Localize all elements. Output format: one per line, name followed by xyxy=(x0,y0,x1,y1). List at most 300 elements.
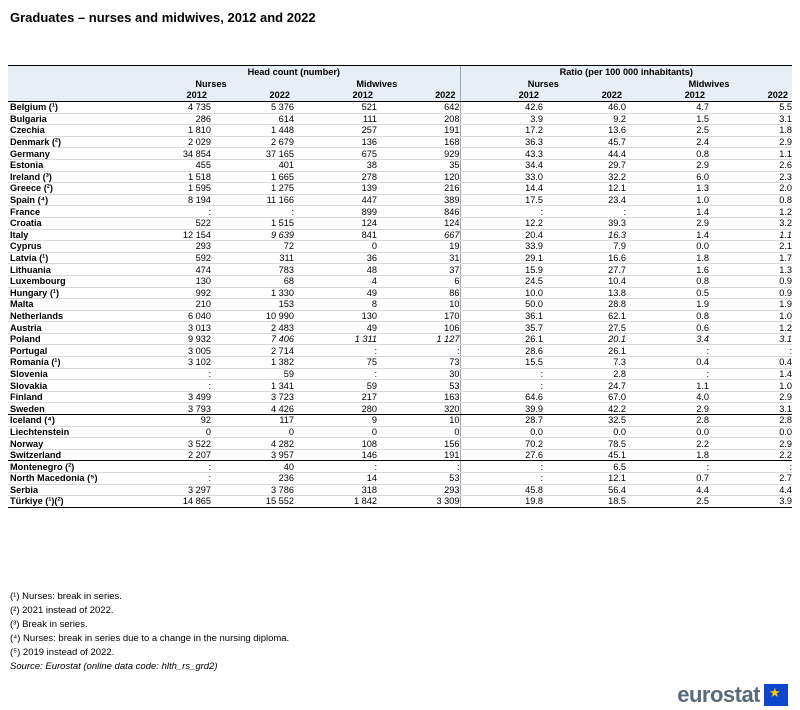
value-cell: 2 714 xyxy=(211,345,294,357)
footnotes xyxy=(10,590,289,674)
value-cell: 53 xyxy=(377,473,460,485)
value-cell: 53 xyxy=(377,380,460,392)
value-cell: 0 xyxy=(128,426,211,438)
country-cell: Luxembourg xyxy=(8,275,128,287)
value-cell: 1 595 xyxy=(128,183,211,195)
value-cell: : xyxy=(294,345,377,357)
value-cell: : xyxy=(460,380,543,392)
table-row xyxy=(8,148,792,160)
value-cell: 68 xyxy=(211,275,294,287)
value-cell: 2.8 xyxy=(709,415,792,427)
value-cell: 210 xyxy=(128,299,211,311)
value-cell: 24.5 xyxy=(460,275,543,287)
value-cell: : xyxy=(626,345,709,357)
value-cell: 111 xyxy=(294,113,377,125)
value-cell: 1.3 xyxy=(709,264,792,276)
value-cell: 4.4 xyxy=(626,484,709,496)
value-cell: 2.9 xyxy=(709,136,792,148)
value-cell: 3 723 xyxy=(211,391,294,403)
value-cell: 6.0 xyxy=(626,171,709,183)
value-cell: 120 xyxy=(377,171,460,183)
header-ratio: Ratio (per 100 000 inhabitants) xyxy=(460,66,792,78)
value-cell: : xyxy=(626,461,709,473)
value-cell: 278 xyxy=(294,171,377,183)
country-cell: Slovenia xyxy=(8,368,128,380)
value-cell: 9 xyxy=(294,415,377,427)
value-cell: 0.5 xyxy=(626,287,709,299)
data-table xyxy=(8,65,792,508)
value-cell: 1 330 xyxy=(211,287,294,299)
header-year: 2012 xyxy=(294,90,377,102)
value-cell: 36.3 xyxy=(460,136,543,148)
value-cell: : xyxy=(128,368,211,380)
value-cell: 14 xyxy=(294,473,377,485)
value-cell: 27.6 xyxy=(460,449,543,461)
value-cell: 3 522 xyxy=(128,438,211,450)
value-cell: 1 275 xyxy=(211,183,294,195)
value-cell: : xyxy=(460,473,543,485)
value-cell: 0.6 xyxy=(626,322,709,334)
value-cell: 42.2 xyxy=(543,403,626,415)
country-cell: Liechtenstein xyxy=(8,426,128,438)
country-cell: Malta xyxy=(8,299,128,311)
country-cell: Denmark (²) xyxy=(8,136,128,148)
country-cell: Cyprus xyxy=(8,241,128,253)
value-cell: 521 xyxy=(294,102,377,114)
country-cell: Norway xyxy=(8,438,128,450)
value-cell: 2.5 xyxy=(626,496,709,508)
value-cell: 1.2 xyxy=(709,322,792,334)
value-cell: 3.4 xyxy=(626,333,709,345)
value-cell: 42.6 xyxy=(460,102,543,114)
value-cell: 3.1 xyxy=(709,403,792,415)
value-cell: 2.7 xyxy=(709,473,792,485)
footnote: (⁴) Nurses: break in series due to a change in the nursing diploma. xyxy=(10,633,290,644)
table-row xyxy=(8,287,792,299)
value-cell: 16.6 xyxy=(543,252,626,264)
value-cell: 3 957 xyxy=(211,449,294,461)
value-cell: : xyxy=(294,461,377,473)
table-row xyxy=(8,171,792,183)
value-cell: 0.9 xyxy=(709,275,792,287)
value-cell: 1.8 xyxy=(626,252,709,264)
header-year: 2022 xyxy=(377,90,460,102)
value-cell: 286 xyxy=(128,113,211,125)
value-cell: 4 426 xyxy=(211,403,294,415)
table-row xyxy=(8,357,792,369)
value-cell: 12.2 xyxy=(460,217,543,229)
value-cell: 1.3 xyxy=(626,183,709,195)
country-cell: Germany xyxy=(8,148,128,160)
value-cell: 1 382 xyxy=(211,357,294,369)
value-cell: 13.6 xyxy=(543,125,626,137)
value-cell: 1.1 xyxy=(709,148,792,160)
value-cell: 75 xyxy=(294,357,377,369)
value-cell: 86 xyxy=(377,287,460,299)
value-cell: 30 xyxy=(377,368,460,380)
table-row xyxy=(8,252,792,264)
value-cell: 59 xyxy=(294,380,377,392)
value-cell: 15.5 xyxy=(460,357,543,369)
value-cell: 2.2 xyxy=(626,438,709,450)
value-cell: 9 639 xyxy=(211,229,294,241)
value-cell: 26.1 xyxy=(543,345,626,357)
value-cell: 32.5 xyxy=(543,415,626,427)
value-cell: 1.4 xyxy=(709,368,792,380)
table-row xyxy=(8,194,792,206)
value-cell: 8 xyxy=(294,299,377,311)
value-cell: 12 154 xyxy=(128,229,211,241)
value-cell: 10 xyxy=(377,415,460,427)
header-nurses: Nurses xyxy=(128,78,294,90)
value-cell: 4.7 xyxy=(626,102,709,114)
value-cell: 1.1 xyxy=(709,229,792,241)
value-cell: 191 xyxy=(377,449,460,461)
value-cell: 3 013 xyxy=(128,322,211,334)
table-row xyxy=(8,241,792,253)
value-cell: 2 029 xyxy=(128,136,211,148)
value-cell: 3.1 xyxy=(709,333,792,345)
value-cell: 1 127 xyxy=(377,333,460,345)
value-cell: 10.0 xyxy=(460,287,543,299)
value-cell: 447 xyxy=(294,194,377,206)
value-cell: 1 311 xyxy=(294,333,377,345)
value-cell: 217 xyxy=(294,391,377,403)
value-cell: 48 xyxy=(294,264,377,276)
value-cell: 0 xyxy=(211,426,294,438)
value-cell: 1 448 xyxy=(211,125,294,137)
value-cell: 136 xyxy=(294,136,377,148)
table-row xyxy=(8,368,792,380)
value-cell: 6.5 xyxy=(543,461,626,473)
value-cell: 9 932 xyxy=(128,333,211,345)
value-cell: 1.5 xyxy=(626,113,709,125)
table-row xyxy=(8,102,792,114)
value-cell: 39.3 xyxy=(543,217,626,229)
value-cell: 4 282 xyxy=(211,438,294,450)
country-cell: Spain (⁴) xyxy=(8,194,128,206)
value-cell: 36 xyxy=(294,252,377,264)
value-cell: 1 842 xyxy=(294,496,377,508)
value-cell: 3 499 xyxy=(128,391,211,403)
value-cell: 3.1 xyxy=(709,113,792,125)
value-cell: : xyxy=(460,368,543,380)
value-cell: : xyxy=(128,461,211,473)
value-cell: 34.4 xyxy=(460,159,543,171)
value-cell: 929 xyxy=(377,148,460,160)
value-cell: 1.8 xyxy=(626,449,709,461)
footnote: (⁵) 2019 instead of 2022. xyxy=(10,647,115,658)
value-cell: 216 xyxy=(377,183,460,195)
value-cell: 6 xyxy=(377,275,460,287)
value-cell: 2 207 xyxy=(128,449,211,461)
value-cell: 2.3 xyxy=(709,171,792,183)
value-cell: 522 xyxy=(128,217,211,229)
value-cell: 4.0 xyxy=(626,391,709,403)
value-cell: 14.4 xyxy=(460,183,543,195)
value-cell: 26.1 xyxy=(460,333,543,345)
value-cell: 35.7 xyxy=(460,322,543,334)
value-cell: 846 xyxy=(377,206,460,218)
country-cell: Ireland (³) xyxy=(8,171,128,183)
value-cell: 2.5 xyxy=(626,125,709,137)
country-cell: Sweden xyxy=(8,403,128,415)
value-cell: 667 xyxy=(377,229,460,241)
value-cell: 29.7 xyxy=(543,159,626,171)
value-cell: 642 xyxy=(377,102,460,114)
eu-flag-icon xyxy=(764,684,788,706)
value-cell: 163 xyxy=(377,391,460,403)
value-cell: 92 xyxy=(128,415,211,427)
value-cell: : xyxy=(128,206,211,218)
country-cell: Montenegro (²) xyxy=(8,461,128,473)
table-row xyxy=(8,345,792,357)
value-cell: 117 xyxy=(211,415,294,427)
value-cell: 841 xyxy=(294,229,377,241)
value-cell: 0.8 xyxy=(709,194,792,206)
value-cell: 0.8 xyxy=(626,148,709,160)
value-cell: 27.5 xyxy=(543,322,626,334)
source-note: Source: Eurostat (online data code: hlth_rs_grd2) xyxy=(10,661,218,672)
value-cell: 3.2 xyxy=(709,217,792,229)
country-cell: Switzerland xyxy=(8,449,128,461)
table-row xyxy=(8,113,792,125)
value-cell: 2 483 xyxy=(211,322,294,334)
table-row xyxy=(8,473,792,485)
value-cell: 3 309 xyxy=(377,496,460,508)
value-cell: : xyxy=(128,473,211,485)
country-cell: Latvia (¹) xyxy=(8,252,128,264)
value-cell: 7.9 xyxy=(543,241,626,253)
table-row xyxy=(8,333,792,345)
value-cell: 78.5 xyxy=(543,438,626,450)
value-cell: 0 xyxy=(377,426,460,438)
table-row xyxy=(8,461,792,473)
value-cell: 614 xyxy=(211,113,294,125)
table-row xyxy=(8,496,792,508)
value-cell: 49 xyxy=(294,287,377,299)
page-title: Graduates – nurses and midwives, 2012 and 2022 xyxy=(10,10,316,25)
value-cell: 70.2 xyxy=(460,438,543,450)
value-cell: 24.7 xyxy=(543,380,626,392)
country-cell: Croatia xyxy=(8,217,128,229)
value-cell: 12.1 xyxy=(543,183,626,195)
value-cell: 73 xyxy=(377,357,460,369)
header-year: 2012 xyxy=(460,90,543,102)
value-cell: 280 xyxy=(294,403,377,415)
header-nurses: Nurses xyxy=(460,78,626,90)
value-cell: 1 341 xyxy=(211,380,294,392)
value-cell: 15 552 xyxy=(211,496,294,508)
value-cell: 1.6 xyxy=(626,264,709,276)
value-cell: 45.8 xyxy=(460,484,543,496)
value-cell: 257 xyxy=(294,125,377,137)
value-cell: 38 xyxy=(294,159,377,171)
country-cell: Serbia xyxy=(8,484,128,496)
value-cell: 20.4 xyxy=(460,229,543,241)
value-cell: 33.9 xyxy=(460,241,543,253)
logo-text: eurostat xyxy=(677,682,760,707)
value-cell: 27.7 xyxy=(543,264,626,276)
value-cell: 3.9 xyxy=(709,496,792,508)
header-year: 2022 xyxy=(709,90,792,102)
value-cell: 37 165 xyxy=(211,148,294,160)
footnote: (³) Break in series. xyxy=(10,619,88,630)
value-cell: 2.8 xyxy=(626,415,709,427)
country-cell: Iceland (⁴) xyxy=(8,415,128,427)
value-cell: 3 005 xyxy=(128,345,211,357)
value-cell: 1.8 xyxy=(709,125,792,137)
value-cell: 39.9 xyxy=(460,403,543,415)
table-body xyxy=(8,102,792,508)
value-cell: 1.9 xyxy=(709,299,792,311)
value-cell: 1 665 xyxy=(211,171,294,183)
value-cell: 7.3 xyxy=(543,357,626,369)
value-cell: : xyxy=(294,368,377,380)
value-cell: 33.0 xyxy=(460,171,543,183)
table-row xyxy=(8,299,792,311)
country-cell: Poland xyxy=(8,333,128,345)
table-row xyxy=(8,426,792,438)
value-cell: 45.7 xyxy=(543,136,626,148)
value-cell: 168 xyxy=(377,136,460,148)
value-cell: 13.8 xyxy=(543,287,626,299)
value-cell: 0.0 xyxy=(460,426,543,438)
value-cell: 1.0 xyxy=(709,310,792,322)
value-cell: 191 xyxy=(377,125,460,137)
value-cell: 11 166 xyxy=(211,194,294,206)
value-cell: 675 xyxy=(294,148,377,160)
value-cell: 17.5 xyxy=(460,194,543,206)
table-row xyxy=(8,391,792,403)
value-cell: 0.0 xyxy=(626,241,709,253)
table-row xyxy=(8,229,792,241)
value-cell: 1.7 xyxy=(709,252,792,264)
value-cell: 108 xyxy=(294,438,377,450)
value-cell: 474 xyxy=(128,264,211,276)
value-cell: 236 xyxy=(211,473,294,485)
value-cell: 35 xyxy=(377,159,460,171)
value-cell: 3 786 xyxy=(211,484,294,496)
value-cell: 44.4 xyxy=(543,148,626,160)
value-cell: 72 xyxy=(211,241,294,253)
value-cell: 49 xyxy=(294,322,377,334)
value-cell: 50.0 xyxy=(460,299,543,311)
value-cell: 1.2 xyxy=(709,206,792,218)
value-cell: 320 xyxy=(377,403,460,415)
value-cell: 2.2 xyxy=(709,449,792,461)
value-cell: 9.2 xyxy=(543,113,626,125)
value-cell: 32.2 xyxy=(543,171,626,183)
value-cell: 0.4 xyxy=(709,357,792,369)
value-cell: 4.4 xyxy=(709,484,792,496)
value-cell: 389 xyxy=(377,194,460,206)
value-cell: 4 735 xyxy=(128,102,211,114)
value-cell: 130 xyxy=(294,310,377,322)
value-cell: 2.9 xyxy=(709,391,792,403)
value-cell: 15.9 xyxy=(460,264,543,276)
value-cell: 0 xyxy=(294,426,377,438)
table-row xyxy=(8,438,792,450)
country-cell: France xyxy=(8,206,128,218)
value-cell: 14 865 xyxy=(128,496,211,508)
value-cell: 2.6 xyxy=(709,159,792,171)
value-cell: : xyxy=(626,368,709,380)
table-row xyxy=(8,415,792,427)
country-cell: North Macedonia (⁵) xyxy=(8,473,128,485)
value-cell: 1 518 xyxy=(128,171,211,183)
value-cell: 455 xyxy=(128,159,211,171)
value-cell: : xyxy=(543,206,626,218)
value-cell: 64.6 xyxy=(460,391,543,403)
value-cell: 4 xyxy=(294,275,377,287)
value-cell: 293 xyxy=(128,241,211,253)
value-cell: 3.9 xyxy=(460,113,543,125)
value-cell: 124 xyxy=(294,217,377,229)
table-row xyxy=(8,125,792,137)
value-cell: 10 990 xyxy=(211,310,294,322)
value-cell: 10 xyxy=(377,299,460,311)
country-cell: Türkiye (¹)(²) xyxy=(8,496,128,508)
value-cell: 0.4 xyxy=(626,357,709,369)
table-row xyxy=(8,206,792,218)
value-cell: 10.4 xyxy=(543,275,626,287)
value-cell: 34 854 xyxy=(128,148,211,160)
value-cell: 170 xyxy=(377,310,460,322)
value-cell: 2.9 xyxy=(626,217,709,229)
value-cell: 899 xyxy=(294,206,377,218)
header-head-count: Head count (number) xyxy=(128,66,460,78)
value-cell: 28.6 xyxy=(460,345,543,357)
value-cell: 130 xyxy=(128,275,211,287)
table-row xyxy=(8,183,792,195)
value-cell: 1.4 xyxy=(626,206,709,218)
value-cell: 592 xyxy=(128,252,211,264)
country-cell: Estonia xyxy=(8,159,128,171)
header-year: 2022 xyxy=(211,90,294,102)
country-cell: Austria xyxy=(8,322,128,334)
value-cell: 124 xyxy=(377,217,460,229)
value-cell: 45.1 xyxy=(543,449,626,461)
value-cell: 43.3 xyxy=(460,148,543,160)
value-cell: 2.1 xyxy=(709,241,792,253)
table-row xyxy=(8,159,792,171)
value-cell: 37 xyxy=(377,264,460,276)
country-cell: Slovakia xyxy=(8,380,128,392)
value-cell: 139 xyxy=(294,183,377,195)
value-cell: 1.0 xyxy=(709,380,792,392)
country-cell: Greece (²) xyxy=(8,183,128,195)
value-cell: 2.9 xyxy=(709,438,792,450)
value-cell: 0 xyxy=(294,241,377,253)
value-cell: 67.0 xyxy=(543,391,626,403)
value-cell: 0.7 xyxy=(626,473,709,485)
value-cell: 1.4 xyxy=(626,229,709,241)
value-cell: 318 xyxy=(294,484,377,496)
value-cell: 0.9 xyxy=(709,287,792,299)
footnote: (²) 2021 instead of 2022. xyxy=(10,605,114,616)
value-cell: 2.4 xyxy=(626,136,709,148)
value-cell: 1.1 xyxy=(626,380,709,392)
country-cell: Portugal xyxy=(8,345,128,357)
value-cell: 2.9 xyxy=(626,403,709,415)
value-cell: 8 194 xyxy=(128,194,211,206)
value-cell: 36.1 xyxy=(460,310,543,322)
header-year: 2012 xyxy=(626,90,709,102)
country-cell: Lithuania xyxy=(8,264,128,276)
value-cell: 28.7 xyxy=(460,415,543,427)
table-row xyxy=(8,484,792,496)
